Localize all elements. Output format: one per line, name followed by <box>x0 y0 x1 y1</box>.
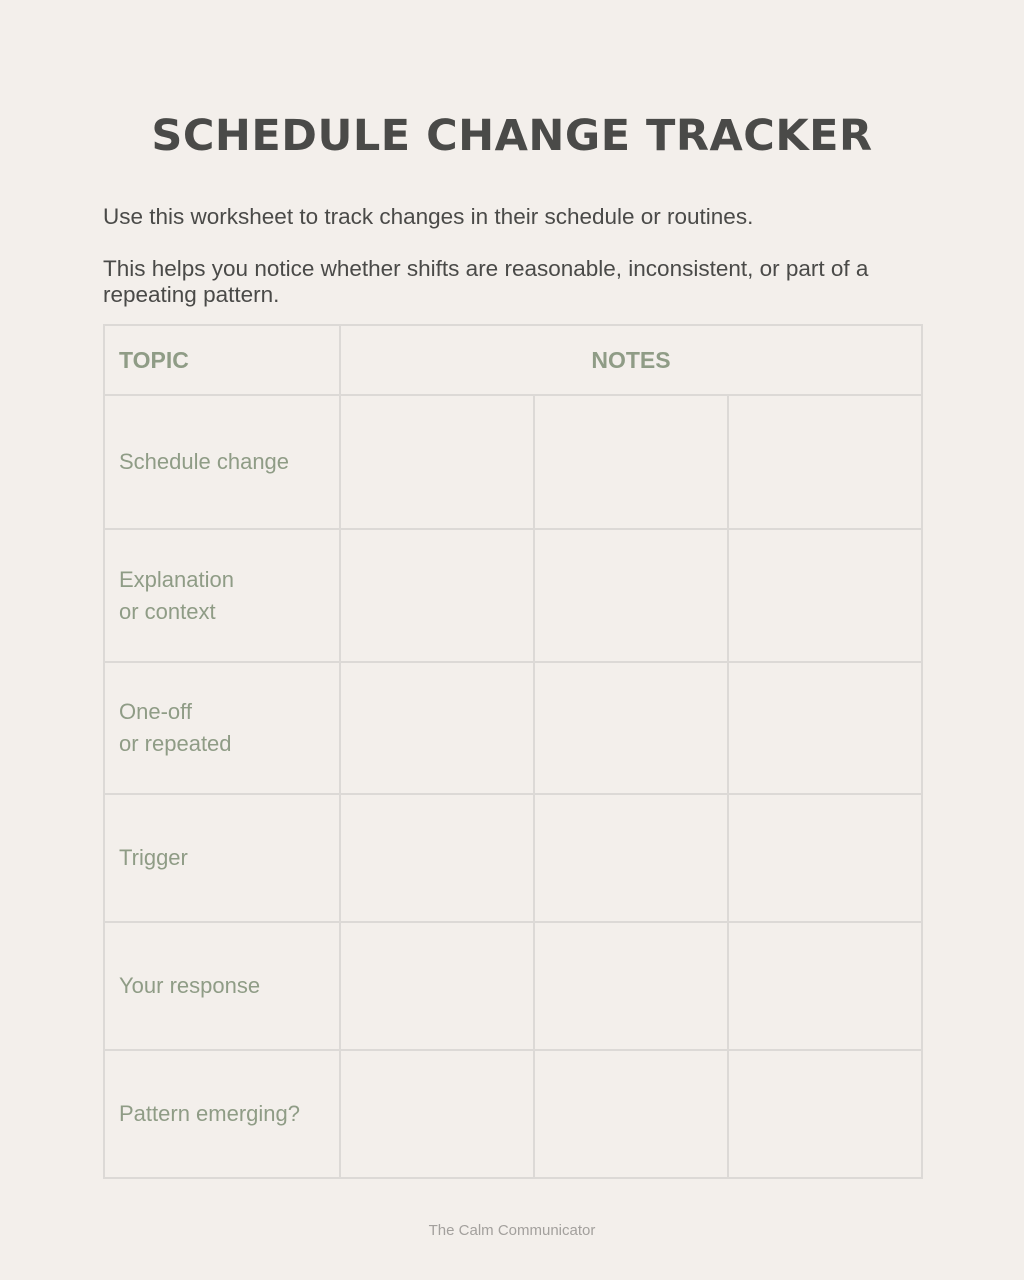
notes-cell[interactable] <box>340 395 534 529</box>
notes-cell[interactable] <box>340 922 534 1050</box>
notes-cell[interactable] <box>534 395 728 529</box>
notes-cell[interactable] <box>340 1050 534 1178</box>
notes-cell[interactable] <box>534 662 728 794</box>
topic-label-line: Explanation <box>119 566 234 592</box>
topic-label-line: or context <box>119 598 216 624</box>
table-row <box>104 922 922 1050</box>
topic-label <box>104 794 340 922</box>
notes-cell[interactable] <box>728 529 922 662</box>
table-header-row <box>104 325 922 395</box>
table-row <box>104 529 922 662</box>
notes-cell[interactable] <box>340 529 534 662</box>
topic-label-line: Your response <box>119 973 261 998</box>
topic-label <box>104 922 340 1050</box>
notes-cell[interactable] <box>534 1050 728 1178</box>
table-row <box>104 1050 922 1178</box>
notes-cell[interactable] <box>534 922 728 1050</box>
topic-label <box>104 1050 340 1178</box>
notes-cell[interactable] <box>340 662 534 794</box>
notes-cell[interactable] <box>728 395 922 529</box>
page-title: SCHEDULE CHANGE TRACKER <box>151 111 873 161</box>
column-header-topic: TOPIC <box>104 325 340 395</box>
table-row <box>104 794 922 922</box>
topic-label <box>104 662 340 794</box>
notes-cell[interactable] <box>728 662 922 794</box>
table-row <box>104 395 922 529</box>
notes-cell[interactable] <box>728 1050 922 1178</box>
notes-cell[interactable] <box>534 529 728 662</box>
topic-label-line: or repeated <box>119 731 232 756</box>
topic-label-line: One-off <box>119 699 192 724</box>
footer-brand: The Calm Communicator <box>428 1222 596 1239</box>
notes-cell[interactable] <box>728 794 922 922</box>
topic-label <box>104 395 340 529</box>
tracker-table <box>103 324 923 1179</box>
topic-label-line: Trigger <box>119 845 188 870</box>
notes-cell[interactable] <box>728 922 922 1050</box>
topic-label-line: Schedule change <box>119 449 290 474</box>
table-row <box>104 662 922 794</box>
intro-text: Use this worksheet to track changes in their schedule or routines. <box>103 204 754 229</box>
topic-label <box>104 529 340 662</box>
intro-text: This helps you notice whether shifts are reasonable, inconsistent, or part of a repeating pattern. <box>103 256 869 307</box>
notes-cell[interactable] <box>340 794 534 922</box>
column-header-notes: NOTES <box>340 325 922 395</box>
notes-cell[interactable] <box>534 794 728 922</box>
topic-label-line: Pattern emerging? <box>119 1101 300 1126</box>
